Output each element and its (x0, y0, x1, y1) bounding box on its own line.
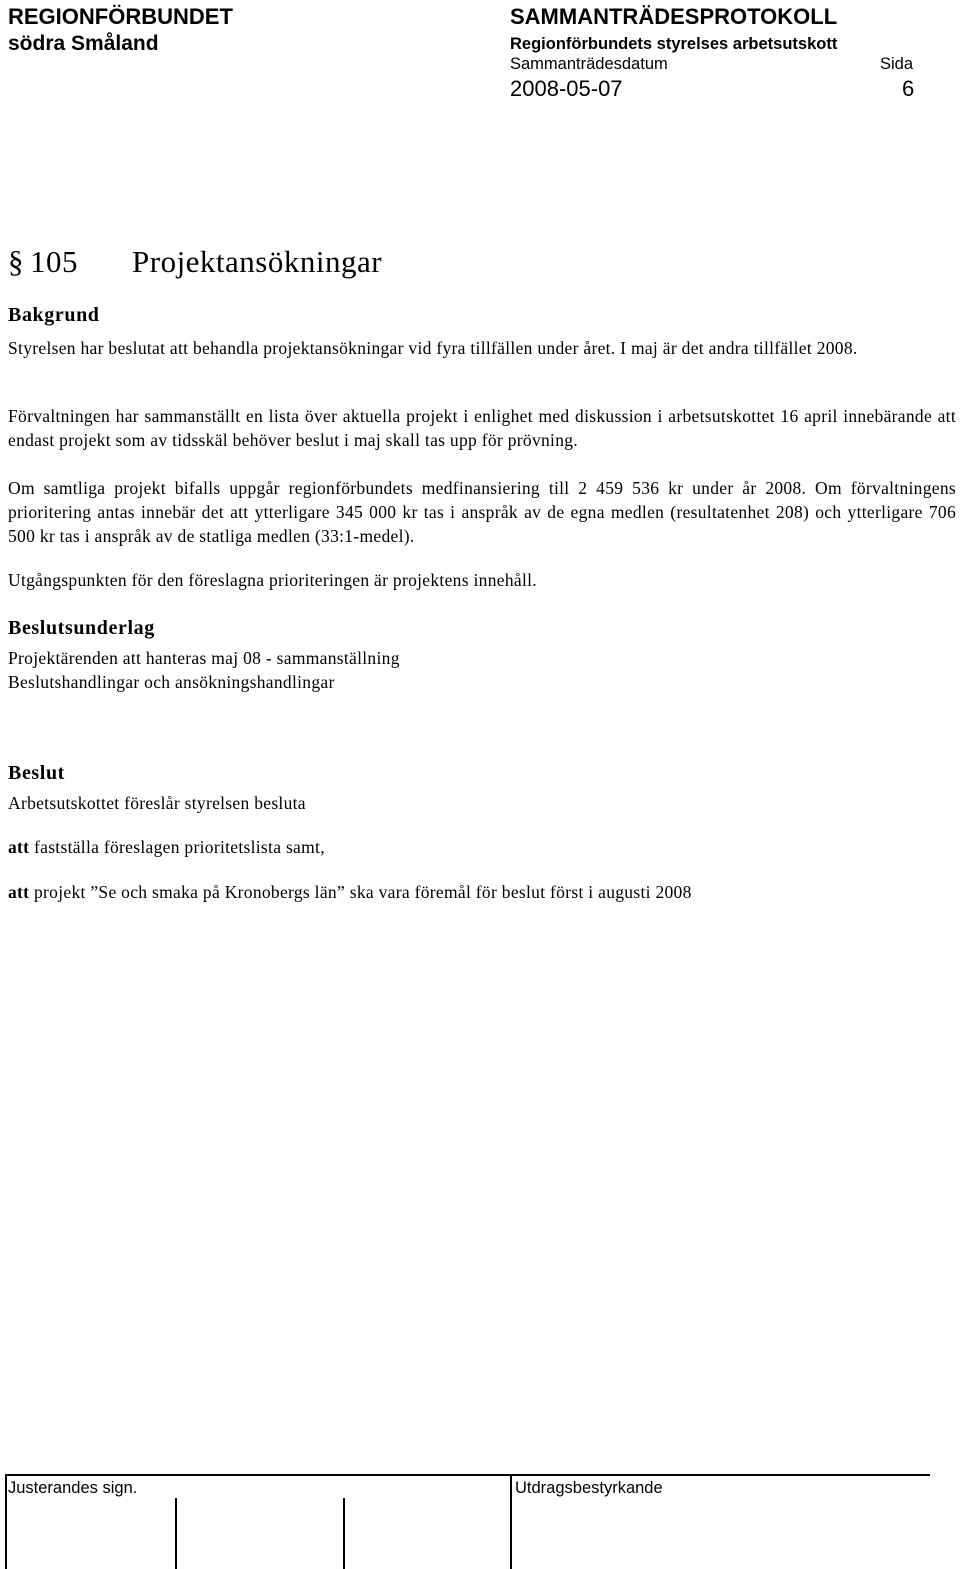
signature-box-border-left (5, 1476, 7, 1569)
organization-region: södra Småland (8, 32, 159, 55)
beslut-point-lead: att (8, 837, 30, 857)
committee-name: Regionförbundets styrelses arbetsutskott (510, 35, 838, 53)
signature-box-divider (343, 1498, 345, 1569)
footer-rule (5, 1474, 930, 1476)
bakgrund-paragraph-2: Förvaltningen har sammanställt en lista över aktuella projekt i enlighet med diskussion i arbetsutskottet 16 april innebärande att endast projekt som av tidsskäl behöver beslut i maj skall tas upp för prövning. (8, 406, 956, 450)
section-heading (8, 244, 382, 280)
beslut-intro: Arbetsutskottet föreslår styrelsen besluta (8, 793, 306, 813)
bakgrund-paragraph-1: Styrelsen har beslutat att behandla projektansökningar vid fyra tillfällen under året. I maj är det andra tillfället 2008. (8, 338, 858, 358)
beslut-point-text: projekt ”Se och smaka på Kronobergs län” ska vara föremål för beslut först i augusti 2008 (34, 882, 692, 902)
bakgrund-heading: Bakgrund (8, 304, 100, 326)
beslut-point (8, 837, 325, 858)
bakgrund-paragraph-4: Utgångspunkten för den föreslagna prioriteringen är projektens innehåll. (8, 570, 537, 590)
beslutsunderlag-heading: Beslutsunderlag (8, 617, 155, 639)
page-number: 6 (902, 76, 915, 101)
paragraph-symbol: § (8, 244, 24, 279)
organization-name: REGIONFÖRBUNDET (8, 4, 233, 29)
meeting-date: 2008-05-07 (510, 76, 623, 101)
beslut-point-lead: att (8, 882, 30, 902)
beslut-point-text: fastställa föreslagen prioritetslista samt, (34, 837, 325, 857)
meeting-date-label: Sammanträdesdatum (510, 55, 668, 73)
signature-box-divider (175, 1498, 177, 1569)
beslutsunderlag-item: Projektärenden att hanteras maj 08 - sammanställning (8, 648, 400, 668)
bakgrund-paragraph-3: Om samtliga projekt bifalls uppgår regionförbundets medfinansiering till 2 459 536 kr under år 2008. Om förvaltningens prioritering antas innebär det att ytterligare 345 000 kr tas i anspråk av de egna medlen (resultatenhet 208) och ytterligare 706 500 kr tas i anspråk av de statliga medlen (33:1-medel). (8, 478, 956, 546)
page-label: Sida (880, 55, 914, 73)
section-title: Projektansökningar (132, 244, 383, 279)
signature-label: Justerandes sign. (8, 1479, 138, 1497)
section-number: 105 (30, 244, 78, 279)
protocol-title: SAMMANTRÄDESPROTOKOLL (510, 4, 838, 29)
certification-label: Utdragsbestyrkande (515, 1479, 663, 1497)
beslut-heading: Beslut (8, 762, 65, 784)
signature-box-divider (510, 1476, 512, 1569)
beslut-point (8, 882, 692, 903)
beslutsunderlag-item: Beslutshandlingar och ansökningshandlingar (8, 672, 335, 692)
